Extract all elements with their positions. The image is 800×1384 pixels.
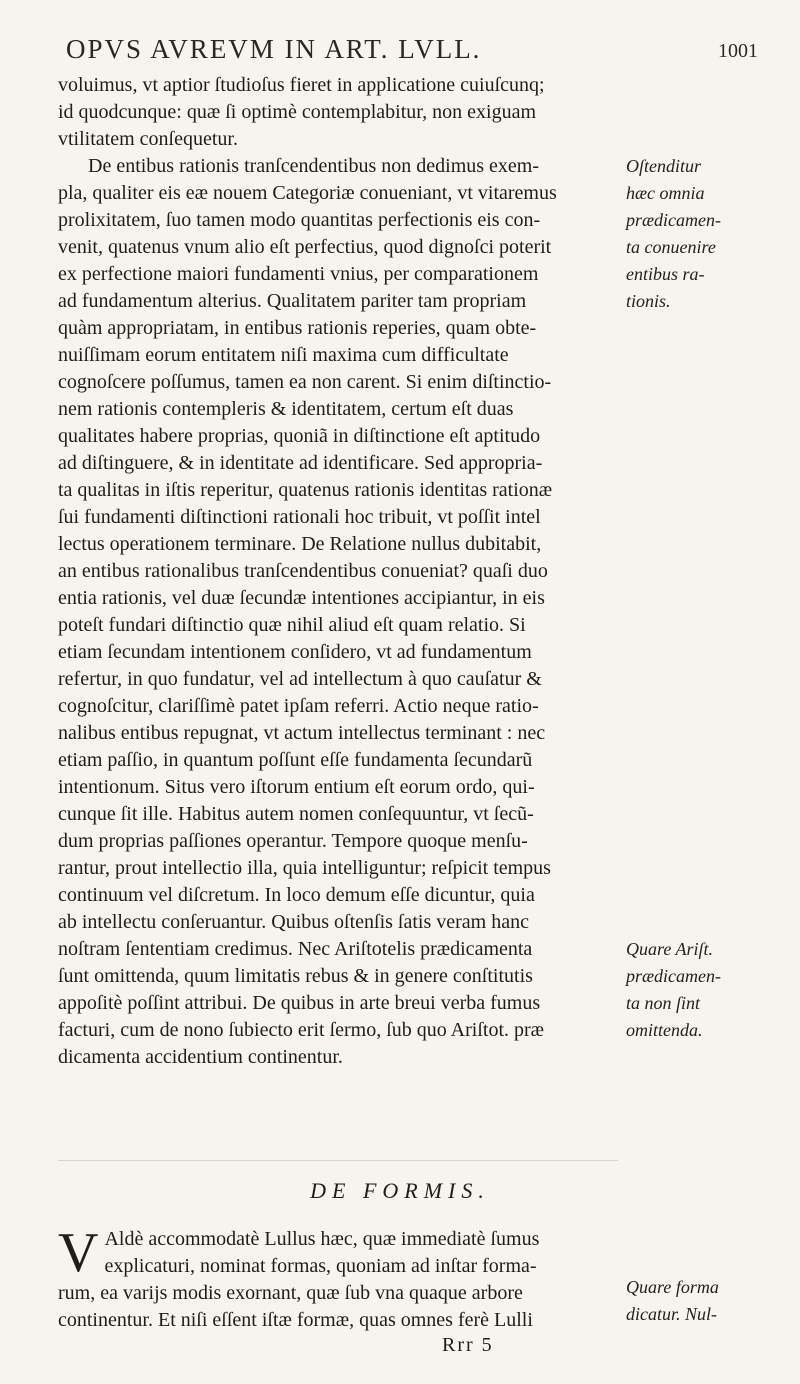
- text-line: pla, qualiter eis eæ nouem Categoriæ conueniant, vt vitaremus: [58, 182, 557, 204]
- margin-note: hæc omnia: [626, 183, 705, 203]
- margin-note: ta non ſint: [626, 993, 701, 1013]
- text-line: rantur, prout intellectio illa, quia intelliguntur; reſpicit tempus: [58, 857, 551, 879]
- margin-note: Quare Ariſt.: [626, 939, 714, 959]
- text-line: vtilitatem conſequetur.: [58, 128, 238, 150]
- text-line: nuiſſimam eorum entitatem niſi maxima cum difficultate: [58, 344, 509, 366]
- text-line: continentur. Et niſi eſſent iſtæ formæ, quas omnes ferè Lulli: [58, 1309, 533, 1331]
- margin-note: prædicamen-: [626, 210, 721, 230]
- text-line: id quodcunque: quæ ſi optimè contemplabitur, non exiguam: [58, 101, 537, 123]
- text-line: ſunt omittenda, quum limitatis rebus & in genere conſtitutis: [58, 965, 533, 987]
- text-line: nem rationis contempleris & identitatem, certum eſt duas: [58, 398, 514, 420]
- section-heading: DE FORMIS.: [310, 1178, 490, 1203]
- text-line: etiam paſſio, in quantum poſſunt eſſe fundamenta ſecundarũ: [58, 749, 533, 771]
- signature-mark: Rrr 5: [442, 1334, 494, 1356]
- text-line: explicaturi, nominat formas, quoniam ad inſtar forma-: [104, 1255, 537, 1277]
- main-text-block: [58, 72, 618, 1071]
- text-line: voluimus, vt aptior ſtudioſus fieret in applicatione cuiuſcunq;: [58, 74, 545, 96]
- margin-note: dicatur. Nul-: [626, 1304, 718, 1324]
- divider: [58, 1160, 618, 1161]
- text-line: noſtram ſententiam credimus. Nec Ariſtotelis prædicamenta: [58, 938, 533, 960]
- text-line: ad fundamentum alterius. Qualitatem pariter tam propriam: [58, 290, 527, 312]
- margin-note: Oſtenditur: [626, 156, 701, 176]
- text-line: an entibus rationalibus tranſcendentibus conueniat? quaſi duo: [58, 560, 548, 582]
- margin-note: ta conuenire: [626, 237, 716, 257]
- text-line: ex perfectione maiori fundamenti vnius, per comparationem: [58, 263, 539, 285]
- text-line: ta qualitas in iſtis reperitur, quatenus rationis identitas rationæ: [58, 479, 553, 501]
- text-line: cognoſcere poſſumus, tamen ea non carent. Si enim diſtinctio-: [58, 371, 552, 393]
- text-line: rum, ea varijs modis exornant, quæ ſub vna quaque arbore: [58, 1282, 523, 1304]
- text-line: facturi, cum de nono ſubiecto erit ſermo, ſub quo Ariſtot. præ: [58, 1019, 545, 1041]
- text-line: entia rationis, vel duæ ſecundæ intentiones accipiantur, in eis: [58, 587, 545, 609]
- text-line: intentionum. Situs vero iſtorum entium eſt eorum ordo, qui-: [58, 776, 535, 798]
- text-line: refertur, in quo fundatur, vel ad intellectum à quo cauſatur &: [58, 668, 542, 690]
- text-line: De entibus rationis tranſcendentibus non dedimus exem-: [88, 155, 540, 177]
- text-line: ab intellectu conſeruantur. Quibus oſtenſis ſatis veram hanc: [58, 911, 529, 933]
- drop-cap: V: [58, 1222, 99, 1284]
- text-line: appoſitè poſſint attribui. De quibus in arte breui verba fumus: [58, 992, 541, 1014]
- text-line: quàm appropriatam, in entibus rationis reperies, quam obte-: [58, 317, 537, 339]
- text-line: prolixitatem, ſuo tamen modo quantitas perfectionis eis con-: [58, 209, 541, 231]
- text-line: nalibus entibus repugnat, vt actum intellectus terminant : nec: [58, 722, 546, 744]
- text-line: venit, quatenus vnum alio eſt perfectius, quod dignoſci poterit: [58, 236, 552, 258]
- text-line: lectus operationem terminare. De Relatione nullus dubitabit,: [58, 533, 542, 555]
- margin-note: omittenda.: [626, 1020, 703, 1040]
- text-line: dum proprias paſſiones operantur. Tempore quoque menſu-: [58, 830, 528, 852]
- text-line: dicamenta accidentium continentur.: [58, 1046, 343, 1068]
- text-line: etiam ſecundam intentionem conſidero, vt ad fundamentum: [58, 641, 532, 663]
- running-title: OPVS AVREVM IN ART. LVLL.: [66, 34, 482, 64]
- margin-note: entibus ra-: [626, 264, 705, 284]
- margin-note: Quare forma: [626, 1277, 719, 1297]
- text-line: poteſt fundari diſtinctio quæ nihil aliud eſt quam relatio. Si: [58, 614, 526, 636]
- text-line: ſui fundamenti diſtinctioni rationali hoc tribuit, vt poſſit intel: [58, 506, 541, 528]
- page-number: 1001: [718, 40, 758, 62]
- margin-note: tionis.: [626, 291, 671, 311]
- text-line: continuum vel diſcretum. In loco demum eſſe dicuntur, quia: [58, 884, 535, 906]
- text-line: cognoſcitur, clariſſimè patet ipſam referri. Actio neque ratio-: [58, 695, 539, 717]
- margin-note: prædicamen-: [626, 966, 721, 986]
- page-header: [58, 28, 758, 74]
- section-text-block: [58, 1222, 618, 1334]
- text-line: cunque ſit ille. Habitus autem nomen conſequuntur, vt ſecũ-: [58, 803, 534, 825]
- text-line: qualitates habere proprias, quoniã in diſtinctione eſt aptitudo: [58, 425, 541, 447]
- text-line: Aldè accommodatè Lullus hæc, quæ immediatè ſumus: [104, 1228, 540, 1250]
- text-line: ad diſtinguere, & in identitate ad identificare. Sed appropria-: [58, 452, 543, 474]
